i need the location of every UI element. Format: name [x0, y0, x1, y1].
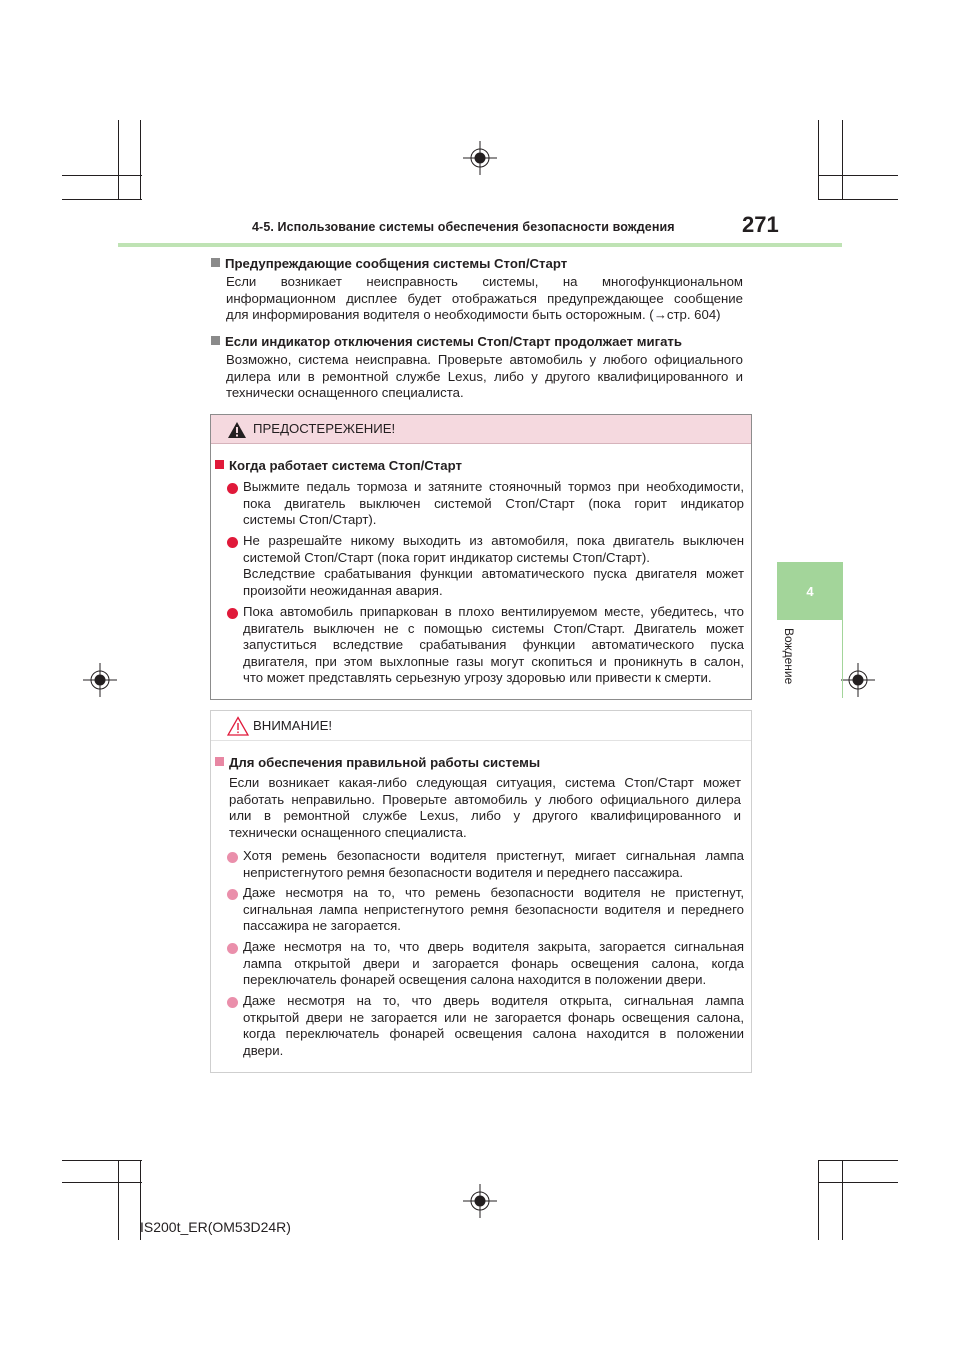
chapter-tab-rule — [842, 562, 843, 698]
section-heading: Предупреждающие сообщения системы Стоп/Старт — [211, 255, 567, 272]
registration-mark-icon — [841, 663, 875, 697]
registration-mark-icon — [463, 1184, 497, 1218]
model-code: IS200t_ER(OM53D24R) — [140, 1219, 291, 1235]
square-bullet-icon — [211, 336, 220, 345]
chapter-label: Вождение — [782, 628, 796, 685]
notice-item: Даже несмотря на то, что ремень безопасности водителя не пристегнут, сигнальная лампа непристегнутого ремня безопасности водителя и переднего пассажира не загорается. — [243, 885, 744, 933]
round-bullet-icon — [227, 852, 238, 863]
notice-item: Даже несмотря на то, что дверь водителя открыта, сигнальная лампа открытой двери не загорается или не загорается фонарь освещения салона, когда переключатель фонарей освещения салона находится в положении двери. — [243, 993, 744, 1058]
caution-item: Не разрешайте никому выходить из автомобиля, пока двигатель выключен системой Стоп/Старт (пока горит индикатор системы Стоп/Старт). Вследствие срабатывания функции автоматического пуска двигателя может произойти неожиданная авария. — [243, 533, 744, 598]
notice-header — [211, 711, 751, 741]
caution-header — [211, 415, 751, 444]
square-bullet-icon — [215, 460, 224, 469]
round-bullet-icon — [227, 889, 238, 900]
caution-item: Пока автомобиль припаркован в плохо вентилируемом месте, убедитесь, что двигатель выключен не с помощью системы Стоп/Старт. Двигатель может запуститься вследствие срабатывания функции автоматического пуска двигателя, при этом выхлопные газы могут скопиться и проникнуть в салон, что может представлять серьезную угрозу здоровью или привести к смерти. — [243, 604, 744, 685]
header-rule — [118, 243, 842, 247]
round-bullet-icon — [227, 608, 238, 619]
chapter-tab — [777, 562, 843, 620]
notice-title: ВНИМАНИЕ! — [253, 718, 333, 733]
registration-mark-icon — [83, 663, 117, 697]
registration-mark-icon — [463, 141, 497, 175]
notice-intro: Если возникает какая-либо следующая ситуация, система Стоп/Старт может работать неправильно. Проверьте автомобиль у любого официального дилера или в ремонтной службе Lexus, либо у другого квалифицированного и технически оснащенного специалиста. — [229, 775, 741, 840]
round-bullet-icon — [227, 997, 238, 1008]
section-text: Если возникает неисправность системы, на многофункциональном информационном дисплее будет отображаться предупреждающее сообщение для информирования водителя о необходимости быть осторожным. (→стр. 604) — [226, 274, 743, 322]
caution-item: Выжмите педаль тормоза и затяните стояночный тормоз при необходимости, пока двигатель выключен системой Стоп/Старт (пока горит индикатор системы Стоп/Старт). — [243, 479, 744, 527]
notice-box — [210, 710, 752, 1073]
caution-box — [210, 414, 752, 700]
caution-heading: Когда работает система Стоп/Старт — [215, 457, 462, 474]
caution-title: ПРЕДОСТЕРЕЖЕНИЕ! — [253, 421, 396, 436]
notice-heading: Для обеспечения правильной работы системы — [215, 754, 540, 771]
notice-item: Даже несмотря на то, что дверь водителя закрыта, загорается сигнальная лампа открытой двери и загорается фонарь освещения салона, когда переключатель фонарей освещения салона находится в положении двери. — [243, 939, 744, 987]
square-bullet-icon — [211, 258, 220, 267]
round-bullet-icon — [227, 943, 238, 954]
section-heading: Если индикатор отключения системы Стоп/Старт продолжает мигать — [211, 333, 682, 350]
section-text: Возможно, система неисправна. Проверьте автомобиль у любого официального дилера или в ремонтной службе Lexus, либо у другого квалифицированного и технически оснащенного специалиста. — [226, 352, 743, 400]
square-bullet-icon — [215, 757, 224, 766]
round-bullet-icon — [227, 537, 238, 548]
round-bullet-icon — [227, 483, 238, 494]
caution-triangle-icon — [227, 716, 249, 736]
warning-triangle-icon — [227, 421, 247, 439]
notice-item: Хотя ремень безопасности водителя пристегнут, мигает сигнальная лампа непристегнутого ремня безопасности водителя и переднего пассажира. — [243, 848, 744, 880]
section-title: 4-5. Использование системы обеспечения безопасности вождения — [252, 220, 675, 234]
chapter-number: 4 — [806, 584, 814, 599]
page-number: 271 — [742, 212, 779, 237]
